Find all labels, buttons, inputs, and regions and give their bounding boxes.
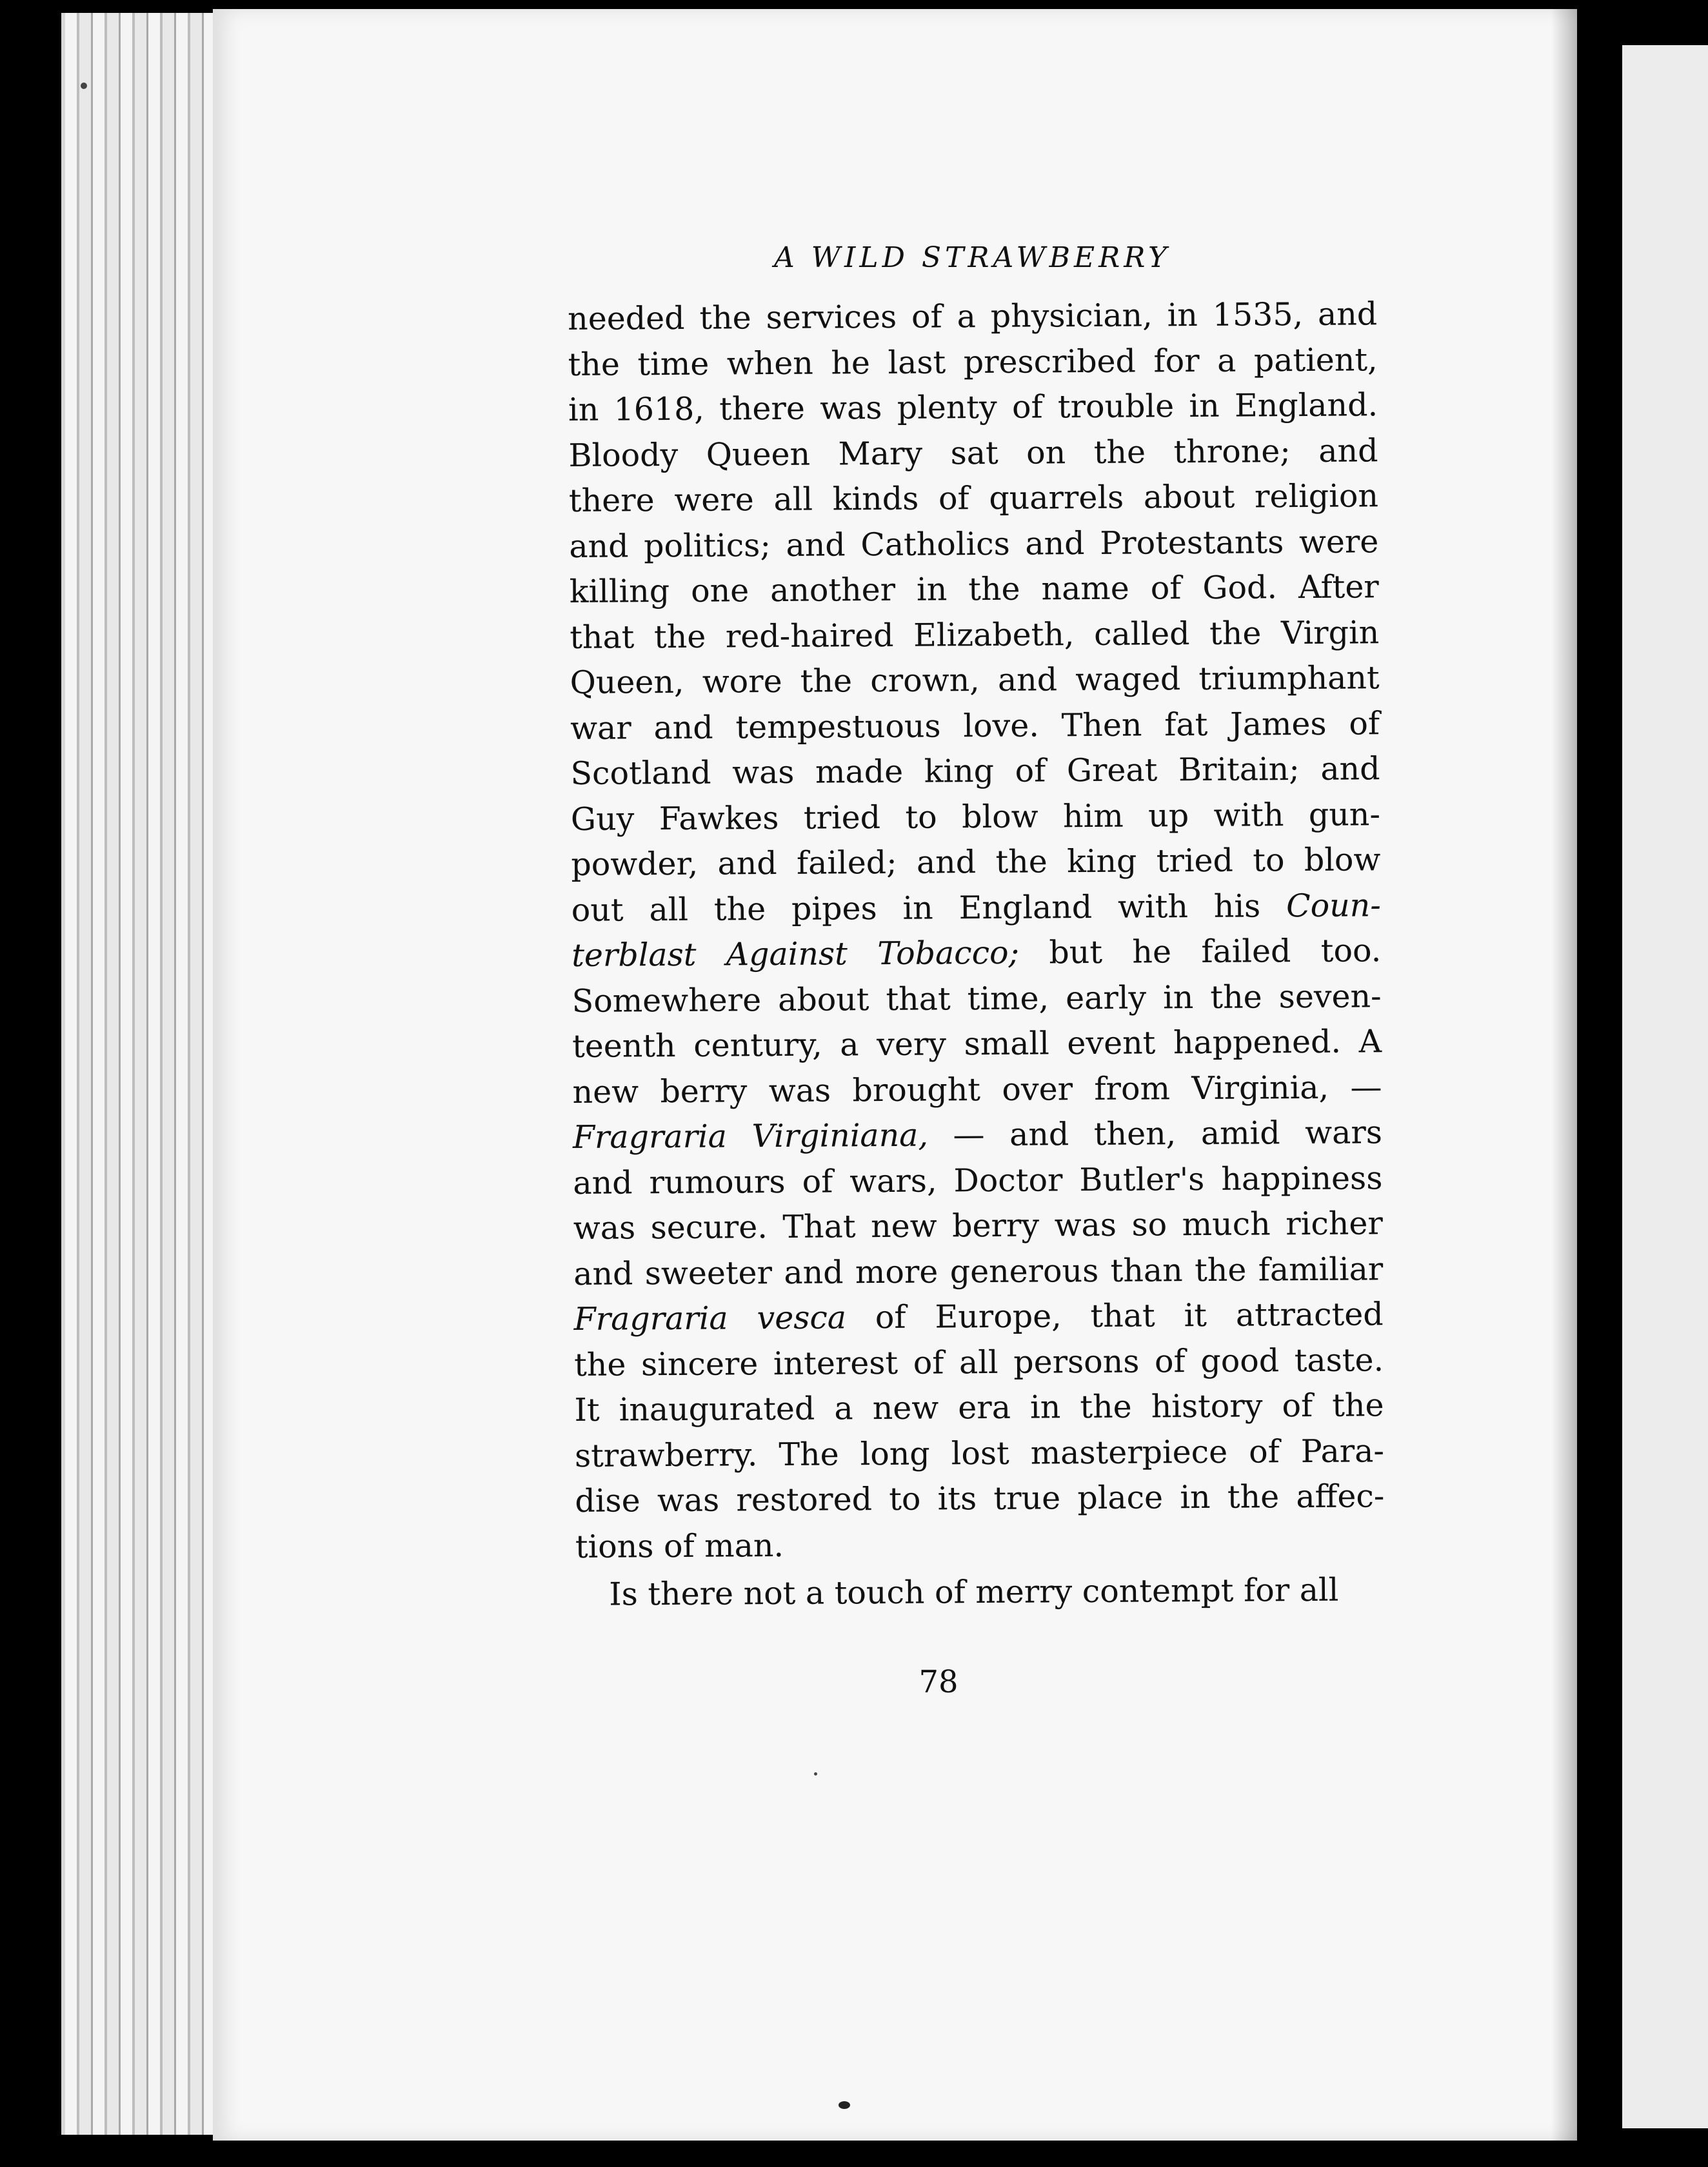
- text-segment: strawberry. The long lost masterpiece of Para-: [574, 1432, 1385, 1474]
- italic-text: terblast Against Tobacco;: [571, 934, 1020, 974]
- text-segment: Is there not a touch of merry contempt for all: [609, 1571, 1339, 1613]
- text-segment: It inaugurated a new era in the history of the: [574, 1387, 1384, 1429]
- text-line: [571, 928, 1381, 978]
- scan-speck: [839, 2101, 850, 2109]
- text-line: [571, 792, 1380, 842]
- text-segment: the time when he last prescribed for a patient,: [568, 341, 1378, 383]
- text-segment: that the red-haired Elizabeth, called the Virgin: [570, 613, 1380, 656]
- text-line: [570, 610, 1379, 660]
- text-segment: and politics; and Catholics and Protestants were: [569, 522, 1379, 565]
- running-head: A WILD STRAWBERRY: [774, 241, 1171, 274]
- text-segment: of Europe, that it attracted: [846, 1296, 1384, 1336]
- text-line: [573, 1247, 1383, 1297]
- text-line: [574, 1383, 1384, 1433]
- text-line: [573, 1201, 1383, 1251]
- italic-text: Fragraria vesca: [573, 1299, 847, 1338]
- text-segment: there were all kinds of quarrels about religion: [568, 477, 1379, 519]
- text-segment: and rumours of wars, Doctor Butler's happiness: [573, 1159, 1383, 1202]
- text-line: [568, 428, 1378, 479]
- text-line: [571, 883, 1381, 933]
- text-segment: new berry was brought over from Virginia, —: [572, 1068, 1382, 1111]
- text-line: [570, 564, 1379, 615]
- text-segment: the sincere interest of all persons of good taste.: [573, 1341, 1384, 1383]
- facing-page-edge: [1622, 45, 1708, 2128]
- text-line: [573, 1156, 1382, 1206]
- text-line: [572, 1065, 1382, 1115]
- text-line: [569, 519, 1378, 569]
- text-segment: Guy Fawkes tried to blow him up with gun-: [570, 795, 1381, 838]
- page-shadow: [1551, 9, 1577, 2141]
- text-segment: but he failed too.: [1018, 932, 1382, 971]
- text-segment: killing one another in the name of God. After: [569, 568, 1379, 610]
- text-segment: was secure. That new berry was so much richer: [573, 1205, 1383, 1247]
- text-line: [574, 1338, 1384, 1388]
- italic-text: Fragraria Virginiana,: [572, 1116, 929, 1156]
- text-segment: needed the services of a physician, in 1535, and: [568, 295, 1378, 337]
- text-line: [568, 382, 1378, 433]
- text-line: [570, 701, 1380, 751]
- text-line: [573, 1110, 1382, 1160]
- text-line: [571, 974, 1381, 1024]
- text-line: [575, 1519, 1385, 1570]
- page-number: 78: [919, 1664, 958, 1700]
- text-line: [570, 655, 1379, 706]
- text-segment: out all the pipes in England with his: [571, 887, 1287, 929]
- text-segment: tions of man.: [575, 1527, 784, 1565]
- text-segment: Somewhere about that time, early in the seven-: [571, 977, 1382, 1020]
- italic-text: Coun-: [1286, 886, 1381, 924]
- text-segment: Queen, wore the crown, and waged triumphant: [570, 659, 1380, 701]
- text-line: [568, 337, 1377, 388]
- text-segment: war and tempestuous love. Then fat James of: [570, 704, 1380, 747]
- text-line: [569, 473, 1378, 524]
- body-text: [568, 292, 1385, 1618]
- text-segment: dise was restored to its true place in the affec-: [575, 1478, 1385, 1519]
- text-line: [575, 1474, 1384, 1524]
- book-gutter: [1577, 0, 1622, 2167]
- text-line: [568, 292, 1377, 342]
- text-segment: and sweeter and more generous than the familiar: [573, 1250, 1384, 1292]
- text-line: [575, 1429, 1384, 1479]
- page-edges: [61, 13, 233, 2135]
- text-line: [573, 1292, 1383, 1342]
- text-segment: Scotland was made king of Great Britain; and: [570, 750, 1380, 792]
- text-line: [570, 746, 1380, 797]
- text-segment: powder, and failed; and the king tried to blow: [571, 841, 1381, 883]
- text-line: [575, 1567, 1385, 1618]
- text-segment: Bloody Queen Mary sat on the throne; and: [568, 431, 1378, 474]
- scan-speck: [814, 1772, 817, 1776]
- text-segment: teenth century, a very small event happened. A: [571, 1023, 1382, 1065]
- text-line: [572, 1019, 1382, 1069]
- scan-speck: [81, 83, 87, 89]
- text-segment: — and then, amid wars: [928, 1114, 1383, 1154]
- text-segment: in 1618, there was plenty of trouble in England.: [568, 386, 1378, 428]
- text-line: [571, 837, 1380, 887]
